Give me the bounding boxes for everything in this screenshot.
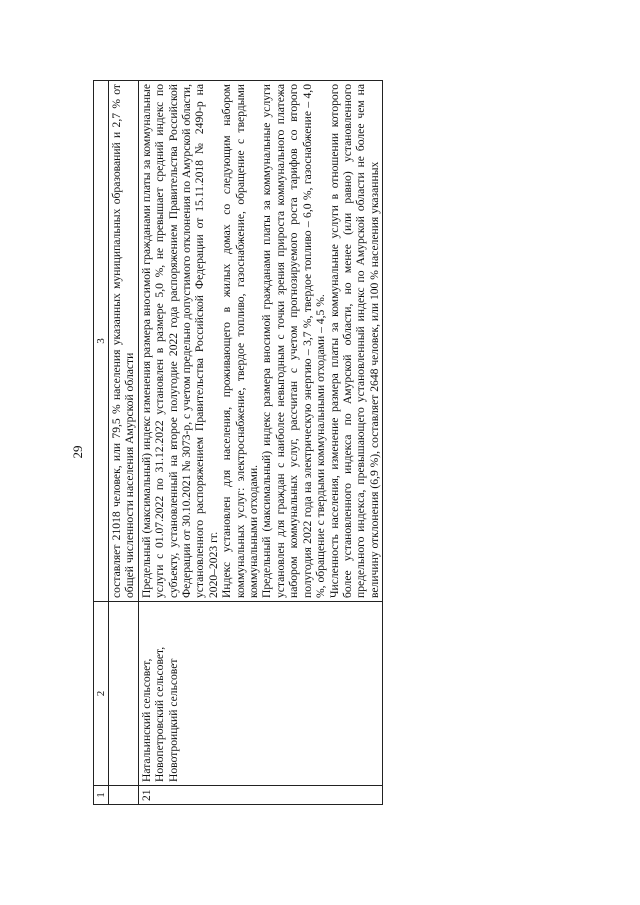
header-col-3: 3 <box>94 81 109 602</box>
municipality-name: Натальинский сельсовет, <box>139 658 153 782</box>
calculation-paragraph: Предельный (максимальный) индекс размера вносимой гражданами платы за коммунальные услуги установлен для граждан с наиболее невыгодным с точки зрения прироста коммунального платежа набором коммунальных услуг, рассчитан с учетом прогнозируемого роста тарифов со второго полугодия 2022 года на электрическую энергию – 3,7 %, твердое топливо – 6,0 %, газоснабжение – 4,0 %, обращение с твердыми коммунальными отходами – 4,5 %. <box>260 84 328 598</box>
continuation-num-cell <box>109 786 139 805</box>
population-paragraph: Численность населения, изменение размера платы за коммунальные услуги в отношении которого более установленного индекса по Амурской области, но менее (или равно) установленного предельного индекса, превышающего установленный индекс по Амурской области не более чем на величину отклонения (6,9 %), составляет 2648 человек, или 100 % населения указанных <box>327 84 381 598</box>
continuation-municipality-cell <box>109 602 139 786</box>
index-paragraph: Предельный (максимальный) индекс изменения размера вносимой гражданами платы за коммунальные услуги с 01.07.2022 по 31.12.2022 установлен в размере 5,0 %, не превышает средний индекс по субъекту, установленный на второе полугодие 2022 года распоряжением Правительства Российской Федерации от 30.10.2021 № 3073-р, с учетом предельно допустимого отклонения по Амурской области, установленного распоряжением Правительства Российской Федерации от 15.11.2018 № 2490-р на 2020–2023 гг. <box>139 84 220 598</box>
tariff-index-table <box>93 80 383 805</box>
header-col-2: 2 <box>94 602 109 786</box>
municipality-name: Новопетровский сельсовет, <box>153 646 167 782</box>
header-col-1: 1 <box>94 786 109 805</box>
municipality-name: Новотроицкий сельсовет <box>166 658 180 782</box>
description-cell <box>138 81 382 602</box>
continuation-text-cell <box>109 81 139 602</box>
page-number: 29 <box>70 445 85 459</box>
municipality-cell <box>138 602 382 786</box>
services-paragraph: Индекс установлен для населения, проживающего в жилых домах со следующим набором коммунальных услуг: электроснабжение, твердое топливо, газоснабжение, обращение с твердыми коммунальными отходами. <box>220 84 261 598</box>
table-header-row <box>94 81 109 805</box>
table-row-21 <box>138 81 382 805</box>
continuation-paragraph: составляет 21018 человек, или 79,5 % населения указанных муниципальных образований и 2,7 % от общей численности населения Амурской области <box>110 84 137 598</box>
table-row-continuation <box>109 81 139 805</box>
row-number-cell: 21 <box>138 786 382 805</box>
